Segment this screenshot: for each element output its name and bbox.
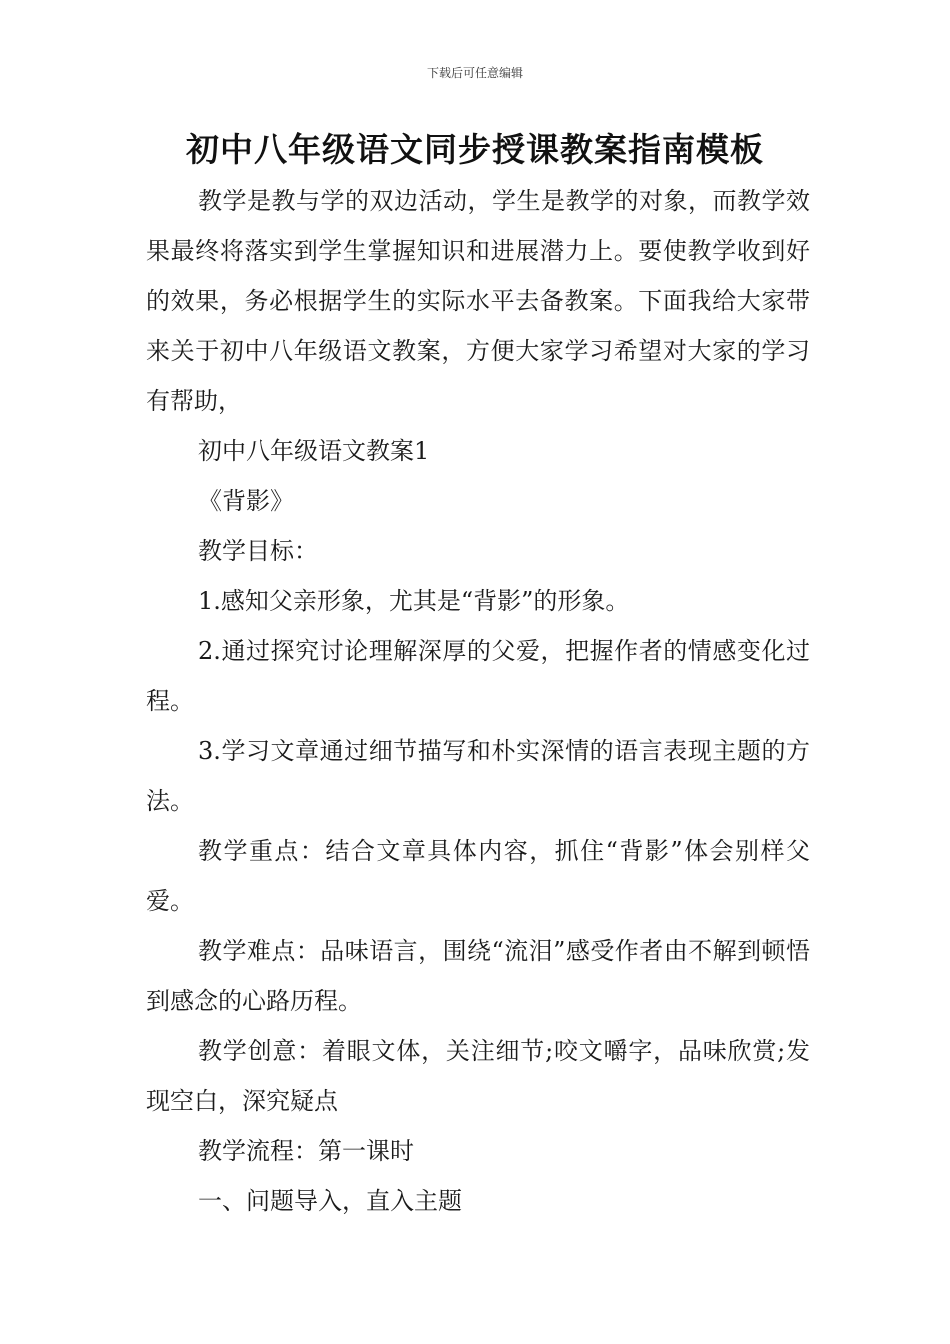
document-body (146, 176, 810, 1226)
key-points-paragraph: 教学重点：结合文章具体内容，抓住“背影”体会别样父爱。 (146, 837, 810, 915)
objective-item-2: 2.通过探究讨论理解深厚的父爱，把握作者的情感变化过程。 (146, 637, 810, 715)
difficulties-paragraph: 教学难点：品味语言，围绕“流泪”感受作者由不解到顿悟到感念的心路历程。 (146, 937, 810, 1015)
objective-item-3: 3.学习文章通过细节描写和朴实深情的语言表现主题的方法。 (146, 737, 810, 815)
section-heading-1: 一、问题导入，直入主题 (198, 1187, 462, 1215)
objectives-heading: 教学目标： (198, 537, 318, 565)
lesson-heading: 初中八年级语文教案1 (198, 437, 430, 465)
process-heading: 教学流程：第一课时 (198, 1137, 414, 1165)
intro-paragraph: 教学是教与学的双边活动，学生是教学的对象，而教学效果最终将落实到学生掌握知识和进展潜力上。要使教学收到好的效果，务必根据学生的实际水平去备教案。下面我给大家带来关于初中八年级语文教案，方便大家学习希望对大家的学习有帮助， (146, 187, 810, 415)
objective-item-1: 1.感知父亲形象，尤其是“背影”的形象。 (198, 587, 630, 615)
document-title: 初中八年级语文同步授课教案指南模板 (186, 130, 764, 169)
page-header: 下载后可任意编辑 (426, 66, 523, 80)
creative-ideas-paragraph: 教学创意：着眼文体，关注细节;咬文嚼字，品味欣赏;发现空白，深究疑点 (146, 1037, 810, 1115)
lesson-text-title: 《背影》 (198, 487, 294, 515)
